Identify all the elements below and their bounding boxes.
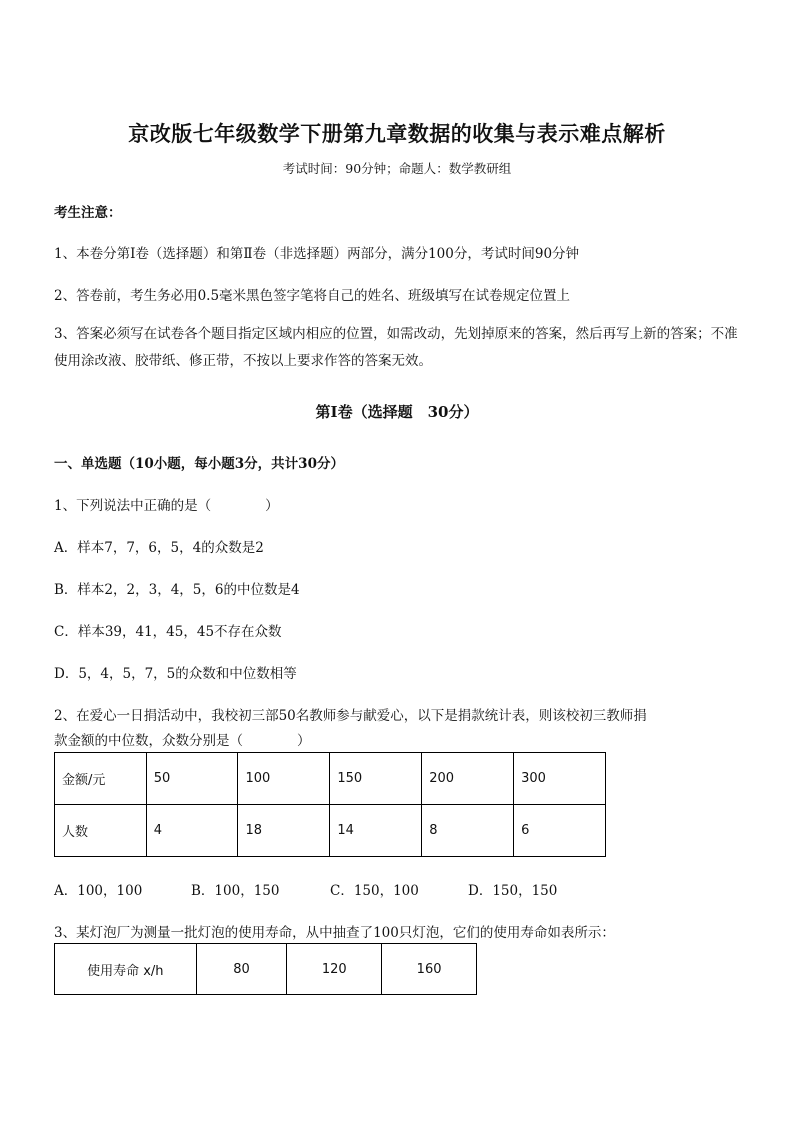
q1-option-a: A．样本7，7，6，5，4的众数是2 [54, 540, 264, 556]
donation-table [54, 752, 606, 857]
part-title: 第Ⅰ卷（选择题 30分） [315, 403, 479, 421]
q1-stem: 1、下列说法中正确的是（ ） [54, 498, 279, 514]
q1-option-d: D．5，4，5，7，5的众数和中位数相等 [54, 666, 297, 682]
section-heading: 一、单选题（10小题，每小题3分，共计30分） [54, 456, 344, 472]
table-cell: 80 [196, 944, 287, 995]
table-cell: 50 [146, 753, 238, 805]
table-row [55, 944, 477, 995]
notice-heading: 考生注意： [54, 205, 122, 221]
table-cell: 120 [287, 944, 382, 995]
q1-option-c: C．样本39，41，45，45不存在众数 [54, 624, 282, 640]
q2-option-d: D．150，150 [468, 883, 558, 899]
table-cell: 金额/元 [55, 753, 147, 805]
exam-info: 考试时间：90分钟；命题人：数学教研组 [282, 161, 512, 176]
q3-stem: 3、某灯泡厂为测量一批灯泡的使用寿命，从中抽查了100只灯泡，它们的使用寿命如表所示： [54, 925, 615, 941]
lifespan-table [54, 943, 477, 995]
table-cell: 100 [238, 753, 330, 805]
notice-item-2: 2、答卷前，考生务必用0.5毫米黑色签字笔将自己的姓名、班级填写在试卷规定位置上 [54, 288, 571, 304]
page-title: 京改版七年级数学下册第九章数据的收集与表示难点解析 [128, 121, 666, 146]
table-cell: 14 [330, 805, 422, 857]
q2-stem-line1: 2、在爱心一日捐活动中，我校初三部50名教师参与献爱心，以下是捐款统计表，则该校初三教师捐 [54, 708, 647, 724]
table-row [55, 753, 606, 805]
notice-item-3: 3、答案必须写在试卷各个题目指定区域内相应的位置，如需改动，先划掉原来的答案，然后再写上新的答案；不准使用涂改液、胶带纸、修正带，不按以上要求作答的答案无效。 [54, 326, 738, 369]
table-cell: 6 [514, 805, 606, 857]
table-cell: 300 [514, 753, 606, 805]
q2-option-a: A．100，100 [54, 883, 143, 899]
q2-stem-line2: 款金额的中位数，众数分别是（ ） [54, 733, 311, 749]
table-cell: 8 [422, 805, 514, 857]
table-cell: 18 [238, 805, 330, 857]
table-header-cell: 使用寿命 x/h [55, 944, 197, 995]
table-row [55, 805, 606, 857]
q2-option-b: B．100，150 [191, 883, 280, 899]
q2-option-c: C．150，100 [330, 883, 419, 899]
table-cell: 150 [330, 753, 422, 805]
notice-item-1: 1、本卷分第Ⅰ卷（选择题）和第Ⅱ卷（非选择题）两部分，满分100分，考试时间90分钟 [54, 246, 580, 262]
q1-option-b: B．样本2，2，3，4，5，6的中位数是4 [54, 582, 300, 598]
table-cell: 160 [382, 944, 477, 995]
table-cell: 200 [422, 753, 514, 805]
table-cell: 人数 [55, 805, 147, 857]
table-cell: 4 [146, 805, 238, 857]
